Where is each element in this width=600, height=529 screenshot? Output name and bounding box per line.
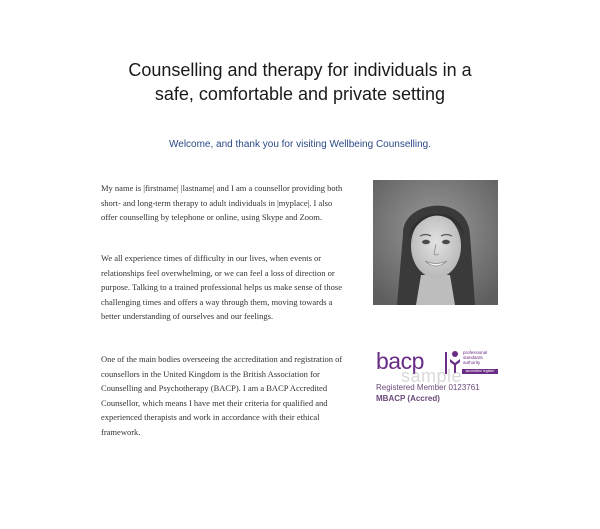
page-headline <box>0 58 600 106</box>
intro-paragraph-1: My name is |firstname| |lastname| and I am a counsellor providing both short- and long-term therapy to adult individuals in |myplace|. I also offer counselling by telephone or online, using Skype and Zoom. <box>101 183 343 222</box>
membership-level: MBACP (Accred) <box>376 394 440 403</box>
counsellor-photo <box>373 180 498 305</box>
bacp-authority-text: professional standards authority <box>463 350 488 365</box>
intro-paragraph-3: One of the main bodies overseeing the accreditation and registration of counsellors in the United Kingdom is the British Association for Counselling and Psychotherapy (BACP). I am a BACP Accredited Counsellor, which means I have met their criteria for qualified and experienced therapists and work in accordance with their ethical framework. <box>101 354 343 437</box>
bacp-accredited-register-band: accredited register <box>462 369 498 374</box>
portrait-illustration <box>373 180 498 305</box>
sample-watermark: sample <box>401 366 463 386</box>
welcome-message: Welcome, and thank you for visiting Wellbeing Counselling. <box>169 139 431 150</box>
intro-paragraph-2: We all experience times of difficulty in our lives, when events or relationships feel overwhelming, or we can feel a loss of direction or purpose. Talking to a trained professional helps us make sense of those challenging times and offers a way through them, moving towards a better understanding of ourselves and our feelings. <box>101 253 342 321</box>
bacp-logo-text: bacp <box>376 348 424 374</box>
headline-line-2: safe, comfortable and private setting <box>154 84 446 104</box>
registered-member-number: Registered Member 0123761 <box>376 383 480 392</box>
bacp-accreditation-badge <box>373 344 499 410</box>
headline-line-1: Counselling and therapy for individuals in a <box>128 60 472 80</box>
